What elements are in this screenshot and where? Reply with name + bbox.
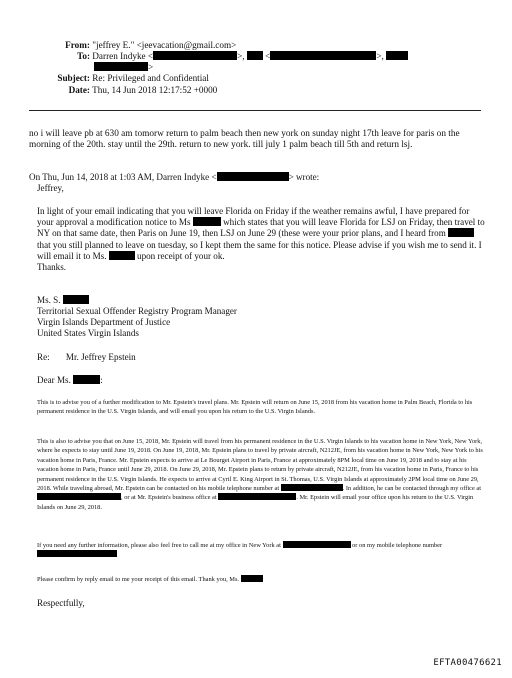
header-divider (29, 110, 481, 111)
redaction (217, 172, 289, 181)
to-value: Darren Indyke < (92, 51, 154, 61)
redaction (241, 575, 263, 582)
redaction (281, 484, 343, 491)
letter-paragraph-3: If you need any further information, please also feel free to call me at my office in New York at or on my mobile telephone number (37, 541, 485, 560)
email-to-cont: > (94, 61, 153, 73)
redaction (63, 295, 89, 304)
to-label: To: (77, 51, 90, 61)
redaction (37, 493, 121, 500)
redaction (109, 251, 135, 260)
redaction (247, 51, 263, 60)
redaction (218, 493, 296, 500)
redaction (193, 217, 221, 226)
salutation: Dear Ms. : (37, 375, 103, 385)
reply-text: no i will leave pb at 630 am tomorw return to palm beach then new york on sunday night 17th leave for paris on the morning of the 20th. stay until the 29th. return to new york. till july 1 palm beach till 5th and return lsj. (29, 129, 460, 150)
redaction (270, 51, 376, 60)
redaction (448, 228, 474, 237)
redaction (386, 51, 408, 60)
document-id: EFTA00476621 (433, 658, 502, 668)
quoted-intro: On Thu, Jun 14, 2018 at 1:03 AM, Darren Indyke < > wrote: (29, 172, 320, 182)
redaction (153, 51, 237, 60)
letter-paragraph-1: This is to advise you of a further modification to Mr. Epstein's travel plans. Mr. Epstein will return on June 15, 2018 from his vacation home in Palm Beach, Florida to his permanent residence in the U.S. Virgin Islands, and will email you upon his return to the U.S. Virgin Islands. (37, 399, 473, 416)
quoted-paragraph: In light of your email indicating that you will leave Florida on Friday if the weather remains awful, I have prepared for your approval a modification notice to Ms which states that you will leave Florida for LSJ on Friday, then travel to NY on that same date, then Paris on June 19, then LSJ on June 29 (these were your prior plans, and I heard from that you still planned to leave on tuesday, so I kept them the same for this notice. Please advise if you wish me to send it. I will email it to Ms. upon receipt of your ok. (37, 206, 485, 261)
redaction (94, 62, 148, 71)
from-label: From: (65, 40, 90, 50)
quoted-thanks: Thanks. (37, 262, 67, 272)
re-line (37, 352, 136, 363)
redaction (283, 541, 351, 548)
subject-value: Re: Privileged and Confidential (92, 73, 209, 83)
address-name: Ms. S. (37, 295, 89, 306)
address-region: United States Virgin Islands (37, 328, 139, 338)
date-value: Thu, 14 Jun 2018 12:17:52 +0000 (92, 85, 218, 95)
email-date (29, 84, 217, 96)
letter-paragraph-4: Please confirm by reply email to me your receipt of this email. Thank you, Ms. (37, 575, 485, 584)
email-subject (29, 72, 209, 84)
redaction (73, 375, 100, 384)
re-value: Mr. Jeffrey Epstein (65, 352, 136, 362)
redaction (37, 550, 117, 557)
address-dept: Virgin Islands Department of Justice (37, 317, 171, 327)
letter-paragraph-2: This is also to advise you that on June 15, 2018, Mr. Epstein will travel from his permanent residence in the U.S. Virgin Islands to his vacation home in New York, New York, where he expects to stay until June 19, 2018. On June 19, 2018, Mr. Epstein plans to travel by private aircraft, N212JE, from his vacation home in New York, New York to his vacation home in Paris, France. Mr. Epstein expects to arrive at Le Bourget Airport in Paris, France at approximately 8PM local time on June 19, 2018 and to stay at his vacation home in Paris, France until June 29, 2018. On June 29, 2018, Mr. Epstein plans to return by private aircraft, N212JE, from his vacation home in Paris, France to his permanent residence in the U.S. Virgin Islands. He expects to arrive at Cyril E. King Airport in St. Thomas, U.S. Virgin Islands at approximately 2PM local time on June 29, 2018. While traveling abroad, Mr. Epstein can be contacted on his mobile telephone number at . In addition, he can be contacted through my office at , or at Mr. Epstein's business office at . Mr. Epstein will email your office upon his return to the U.S. Virgin Islands on June 29, 2018. (37, 438, 483, 511)
email-to: To: Darren Indyke < >, < >, (46, 50, 408, 62)
subject-label: Subject: (57, 73, 90, 83)
from-value: "jeffrey E." <jeevacation@gmail.com> (92, 40, 237, 50)
quoted-greeting: Jeffrey, (37, 183, 64, 193)
re-label: Re: (37, 352, 50, 362)
date-label: Date: (68, 85, 90, 95)
closing: Respectfully, (37, 598, 85, 608)
address-title: Territorial Sexual Offender Registry Program Manager (37, 306, 237, 316)
